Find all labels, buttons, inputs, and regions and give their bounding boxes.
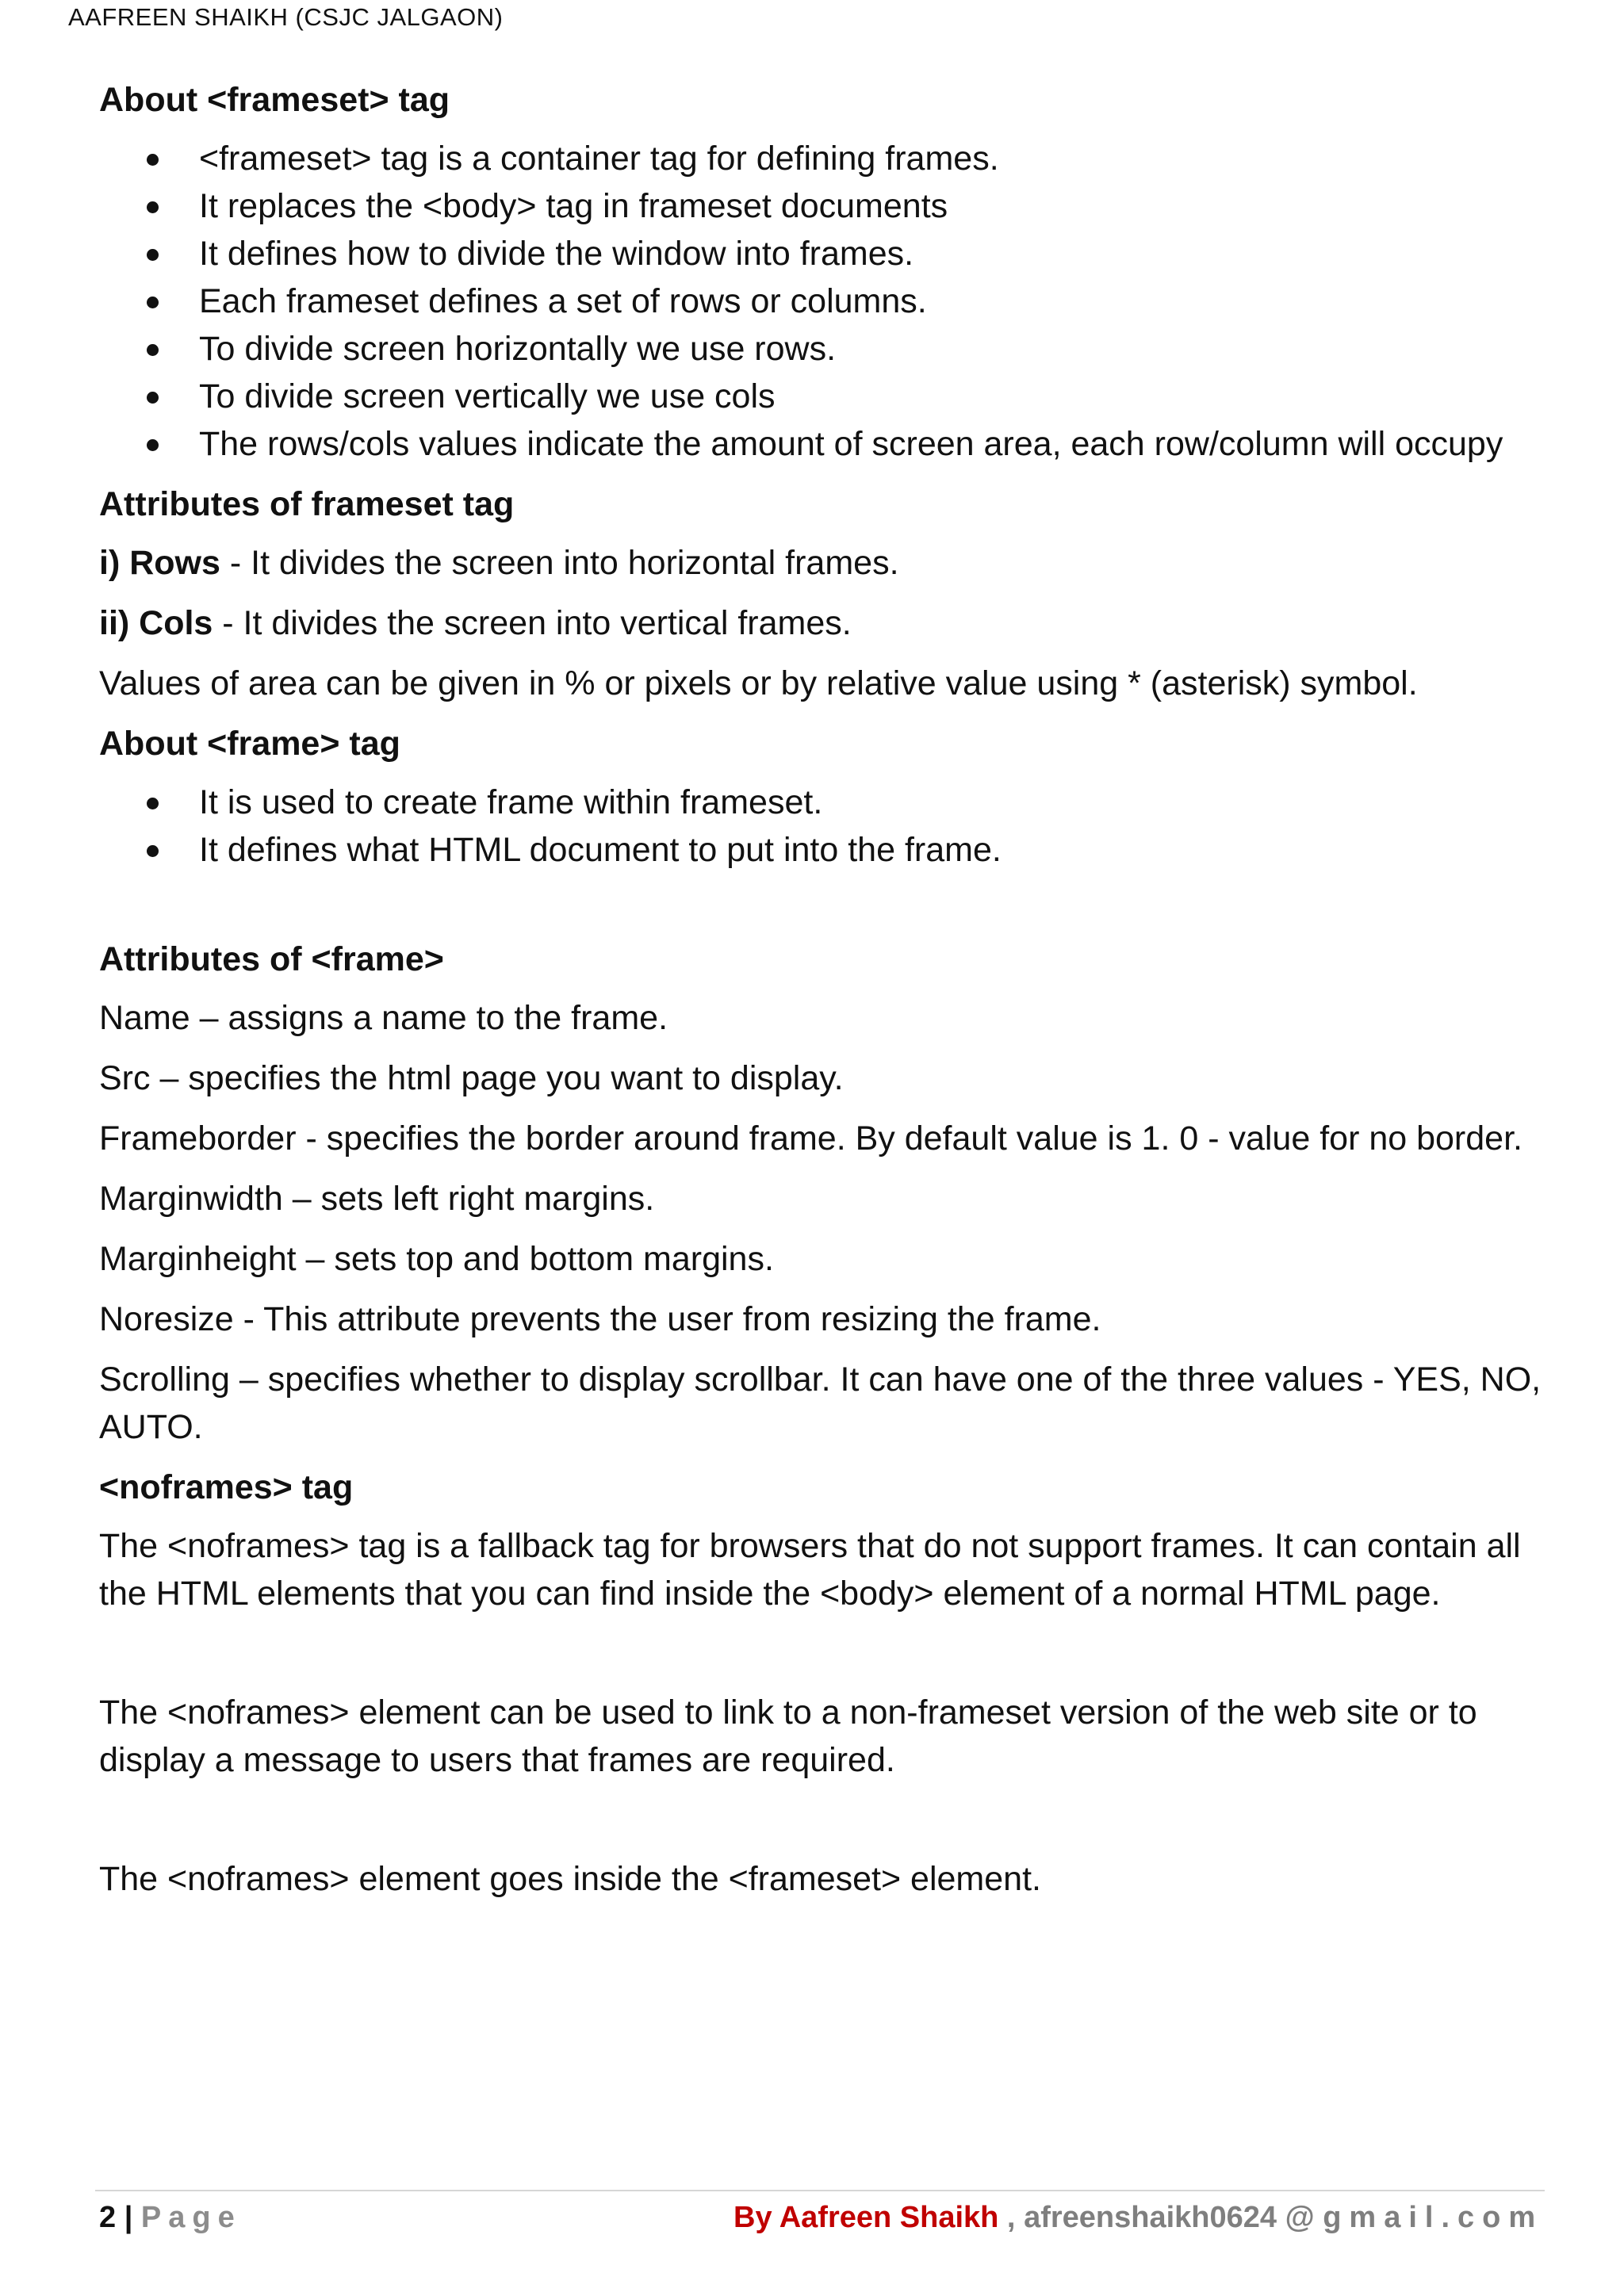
frameset-bullet-list — [99, 135, 1550, 468]
list-item: It is used to create frame within frameset. — [99, 779, 1550, 826]
rows-attribute: i) Rows - It divides the screen into horizontal frames. — [99, 544, 899, 582]
page-label: Page — [140, 2201, 242, 2234]
list-item: It replaces the <body> tag in frameset documents — [99, 182, 1550, 230]
list-item: Each frameset defines a set of rows or columns. — [99, 277, 1550, 325]
frame-attribute-marginwidth: Marginwidth – sets left right margins. — [99, 1180, 655, 1218]
list-item: To divide screen horizontally we use rows. — [99, 325, 1550, 373]
heading-about-frameset: About <frameset> tag — [99, 81, 450, 119]
heading-frame-attributes: Attributes of <frame> — [99, 940, 444, 978]
frame-bullet-list — [99, 779, 1550, 874]
heading-noframes: <noframes> tag — [99, 1468, 354, 1506]
footer-credit: By Aafreen Shaikh , afreenshaikh0624 @ gmail.com — [733, 2201, 1544, 2234]
noframes-paragraph-1: The <noframes> tag is a fallback tag for browsers that do not support frames. It can contain all the HTML elements that you can find inside the <body> element of a normal HTML page. — [99, 1527, 1521, 1613]
spacer — [99, 1630, 1550, 1689]
page-header: AAFREEN SHAIKH (CSJC JALGAON) — [68, 3, 504, 31]
frame-attribute-scrolling: Scrolling – specifies whether to display scrollbar. It can have one of the three values - YES, NO, AUTO. — [99, 1360, 1542, 1446]
document-body — [99, 76, 1550, 1915]
footer-separator: | — [116, 2201, 141, 2234]
values-note: Values of area can be given in % or pixels or by relative value using * (asterisk) symbol. — [99, 664, 1418, 702]
bullet-icon — [147, 154, 159, 166]
frame-attribute-name: Name – assigns a name to the frame. — [99, 999, 668, 1037]
author-email-domain: gmail.com — [1323, 2201, 1544, 2234]
frame-attribute-marginheight: Marginheight – sets top and bottom margins. — [99, 1240, 774, 1278]
bullet-icon — [147, 344, 159, 356]
page-number: 2 — [99, 2201, 117, 2234]
spacer — [99, 886, 1550, 936]
list-item: The rows/cols values indicate the amount of screen area, each row/column will occupy — [99, 420, 1550, 468]
noframes-paragraph-2: The <noframes> element can be used to link to a non-frameset version of the web site or to display a message to users that frames are required. — [99, 1693, 1477, 1779]
frame-attribute-noresize: Noresize - This attribute prevents the user from resizing the frame. — [99, 1300, 1101, 1338]
author-name: By Aafreen Shaikh — [733, 2201, 999, 2234]
heading-about-frame: About <frame> tag — [99, 725, 400, 763]
list-item: To divide screen vertically we use cols — [99, 373, 1550, 420]
cols-attribute: ii) Cols - It divides the screen into vertical frames. — [99, 604, 852, 642]
bullet-icon — [147, 439, 159, 451]
list-item: It defines how to divide the window into frames. — [99, 230, 1550, 277]
bullet-icon — [147, 798, 159, 809]
noframes-paragraph-3: The <noframes> element goes inside the <frameset> element. — [99, 1860, 1041, 1898]
heading-frameset-attributes: Attributes of frameset tag — [99, 485, 515, 523]
frame-attribute-frameborder: Frameborder - specifies the border around frame. By default value is 1. 0 - value for no border. — [99, 1119, 1522, 1158]
footer-divider — [95, 2190, 1545, 2191]
page-footer — [99, 2198, 1544, 2237]
list-item: It defines what HTML document to put into the frame. — [99, 826, 1550, 874]
bullet-icon — [147, 201, 159, 213]
author-email: afreenshaikh0624 @ — [1024, 2201, 1323, 2234]
list-item: <frameset> tag is a container tag for defining frames. — [99, 135, 1550, 182]
bullet-icon — [147, 297, 159, 308]
spacer — [99, 1797, 1550, 1855]
bullet-icon — [147, 845, 159, 857]
bullet-icon — [147, 249, 159, 261]
frame-attribute-src: Src – specifies the html page you want to display. — [99, 1059, 844, 1097]
bullet-icon — [147, 392, 159, 404]
